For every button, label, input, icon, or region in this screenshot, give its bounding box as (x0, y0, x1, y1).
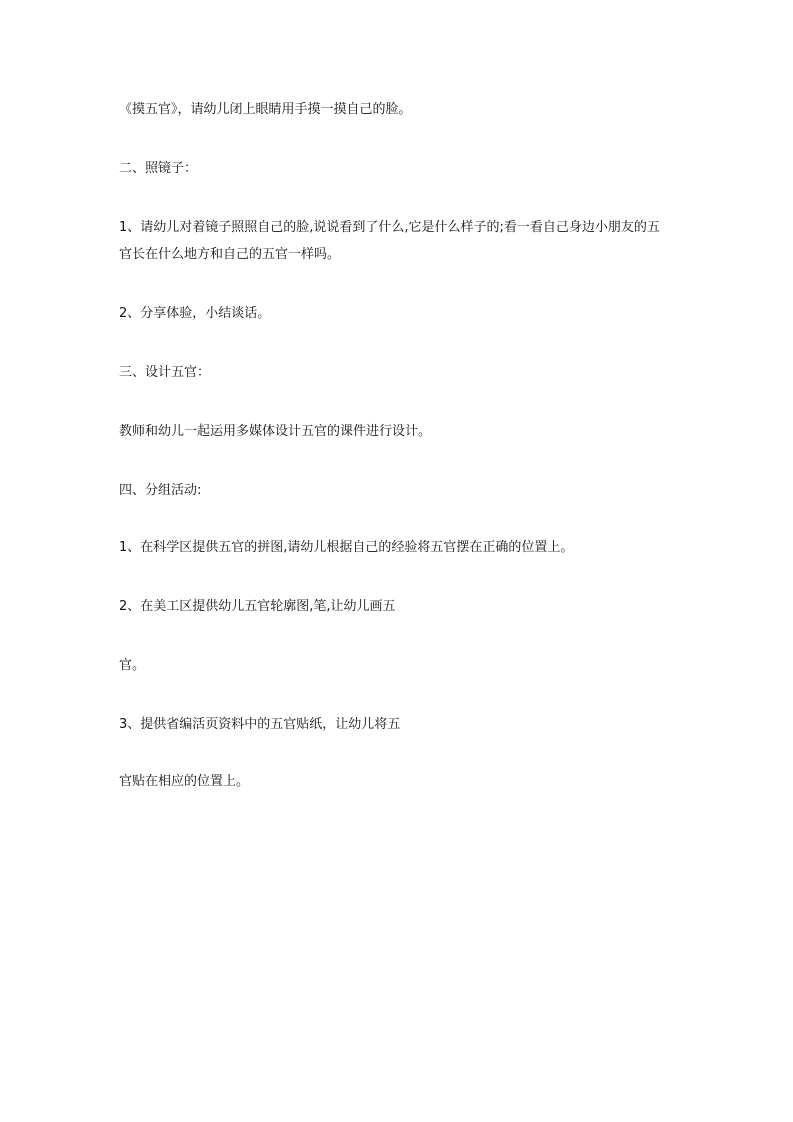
paragraph-group-step-2-cont: 官。 (119, 658, 146, 673)
paragraph-mirror-step-2: 2、分享体验，小结谈话。 (119, 306, 271, 321)
paragraph-design: 教师和幼儿一起运用多媒体设计五官的课件进行设计。 (119, 424, 432, 439)
paragraph-mirror-step-1-cont: 官长在什么地方和自己的五官一样吗。 (119, 247, 341, 262)
paragraph-group-step-1: 1、在科学区提供五官的拼图,请幼儿根据自己的经验将五官摆在正确的位置上。 (119, 540, 574, 555)
heading-group-activity: 四、分组活动: (119, 483, 202, 498)
heading-mirror: 二、照镜子： (119, 161, 198, 176)
heading-design: 三、设计五官： (119, 365, 211, 380)
paragraph-group-step-3: 3、提供省编活页资料中的五官贴纸，让幼儿将五 (119, 717, 401, 732)
paragraph-group-step-2: 2、在美工区提供幼儿五官轮廓图,笔,让幼儿画五 (119, 599, 396, 614)
paragraph-activity-touch-face: 《摸五官》，请幼儿闭上眼睛用手摸一摸自己的脸。 (119, 102, 412, 117)
paragraph-group-step-3-cont: 官贴在相应的位置上。 (119, 774, 250, 789)
paragraph-mirror-step-1: 1、请幼儿对着镜子照照自己的脸,说说看到了什么,它是什么样子的;看一看自己身边小朋友的五 (119, 220, 660, 235)
